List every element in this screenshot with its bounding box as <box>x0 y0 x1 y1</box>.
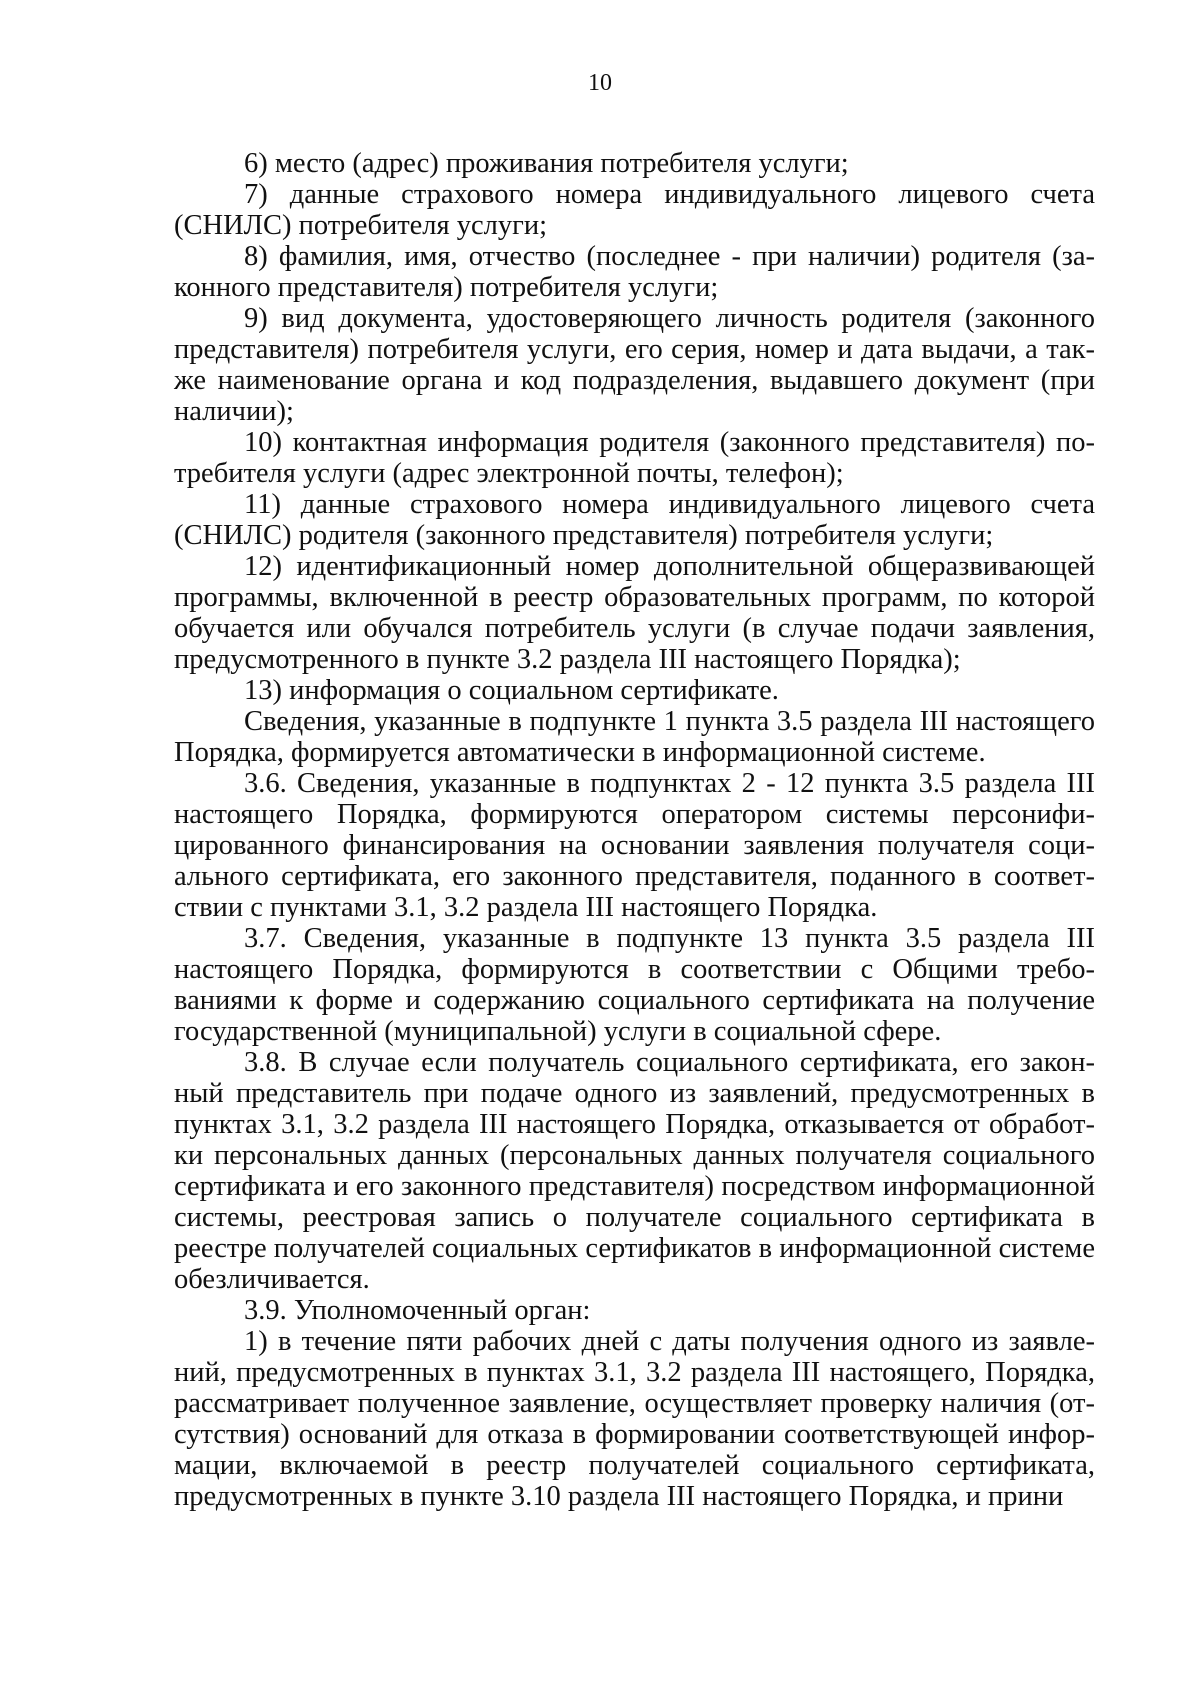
page-number: 10 <box>588 70 612 96</box>
list-item-12: 12) идентификационный номер дополнительной общеразвивающей программы, включенной в реестр образовательных программ, по которой обучается или обучался потребитель услуги (в случае подачи заявления, предусмотренного в пункте 3.2 раздела III настоящего Порядка); <box>174 551 1095 675</box>
paragraph-3-7: 3.7. Сведения, указанные в подпункте 13 пункта 3.5 раздела III настоящего Порядка, формируются в соответствии с Общими требованиями к форме и содержанию социального сертификата на получение государственной (муниципальной) услуги в социальной сфере. <box>174 923 1095 1047</box>
document-body <box>174 148 1095 1512</box>
list-item-9: 9) вид документа, удостоверяющего личность родителя (законного представителя) потребителя услуги, его серия, номер и дата выдачи, а также наименование органа и код подразделения, выдавшего документ (при наличии); <box>174 303 1095 427</box>
paragraph-3-9: 3.9. Уполномоченный орган: <box>244 1295 591 1326</box>
paragraph-3-9-item-1: 1) в течение пяти рабочих дней с даты получения одного из заявлений, предусмотренных в пунктах 3.1, 3.2 раздела III настоящего, Порядка, рассматривает полученное заявление, осуществляет проверку наличия (отсутствия) оснований для отказа в формировании соответствующей информации, включаемой в реестр получателей социального сертификата, предусмотренных в пункте 3.10 раздела III настоящего Порядка, и прини <box>174 1326 1095 1512</box>
list-item-7: 7) данные страхового номера индивидуального лицевого счета (СНИЛС) потребителя услуги; <box>174 179 1095 241</box>
list-item-8: 8) фамилия, имя, отчество (последнее - при наличии) родителя (законного представителя) потребителя услуги; <box>174 241 1095 303</box>
paragraph-3-8: 3.8. В случае если получатель социального сертификата, его законный представитель при подаче одного из заявлений, предусмотренных в пунктах 3.1, 3.2 раздела III настоящего Порядка, отказывается от обработки персональных данных (персональных данных получателя социального сертификата и его законного представителя) посредством информационной системы, реестровая запись о получателе социального сертификата в реестре получателей социальных сертификатов в информационной системе обезличивается. <box>174 1047 1095 1295</box>
list-item-11: 11) данные страхового номера индивидуального лицевого счета (СНИЛС) родителя (законного представителя) потребителя услуги; <box>174 489 1095 551</box>
paragraph-3-6: 3.6. Сведения, указанные в подпунктах 2 - 12 пункта 3.5 раздела III настоящего Порядка, формируются оператором системы персонифицированного финансирования на основании заявления получателя социального сертификата, его законного представителя, поданного в соответствии с пунктами 3.1, 3.2 раздела III настоящего Порядка. <box>174 768 1095 923</box>
list-item-13: 13) информация о социальном сертификате. <box>244 675 779 706</box>
paragraph-subpoint-1-note: Сведения, указанные в подпункте 1 пункта 3.5 раздела III настоящего Порядка, формируется автоматически в информационной системе. <box>174 706 1095 768</box>
list-item-6: 6) место (адрес) проживания потребителя услуги; <box>244 148 849 179</box>
list-item-10: 10) контактная информация родителя (законного представителя) потребителя услуги (адрес электронной почты, телефон); <box>174 427 1095 489</box>
